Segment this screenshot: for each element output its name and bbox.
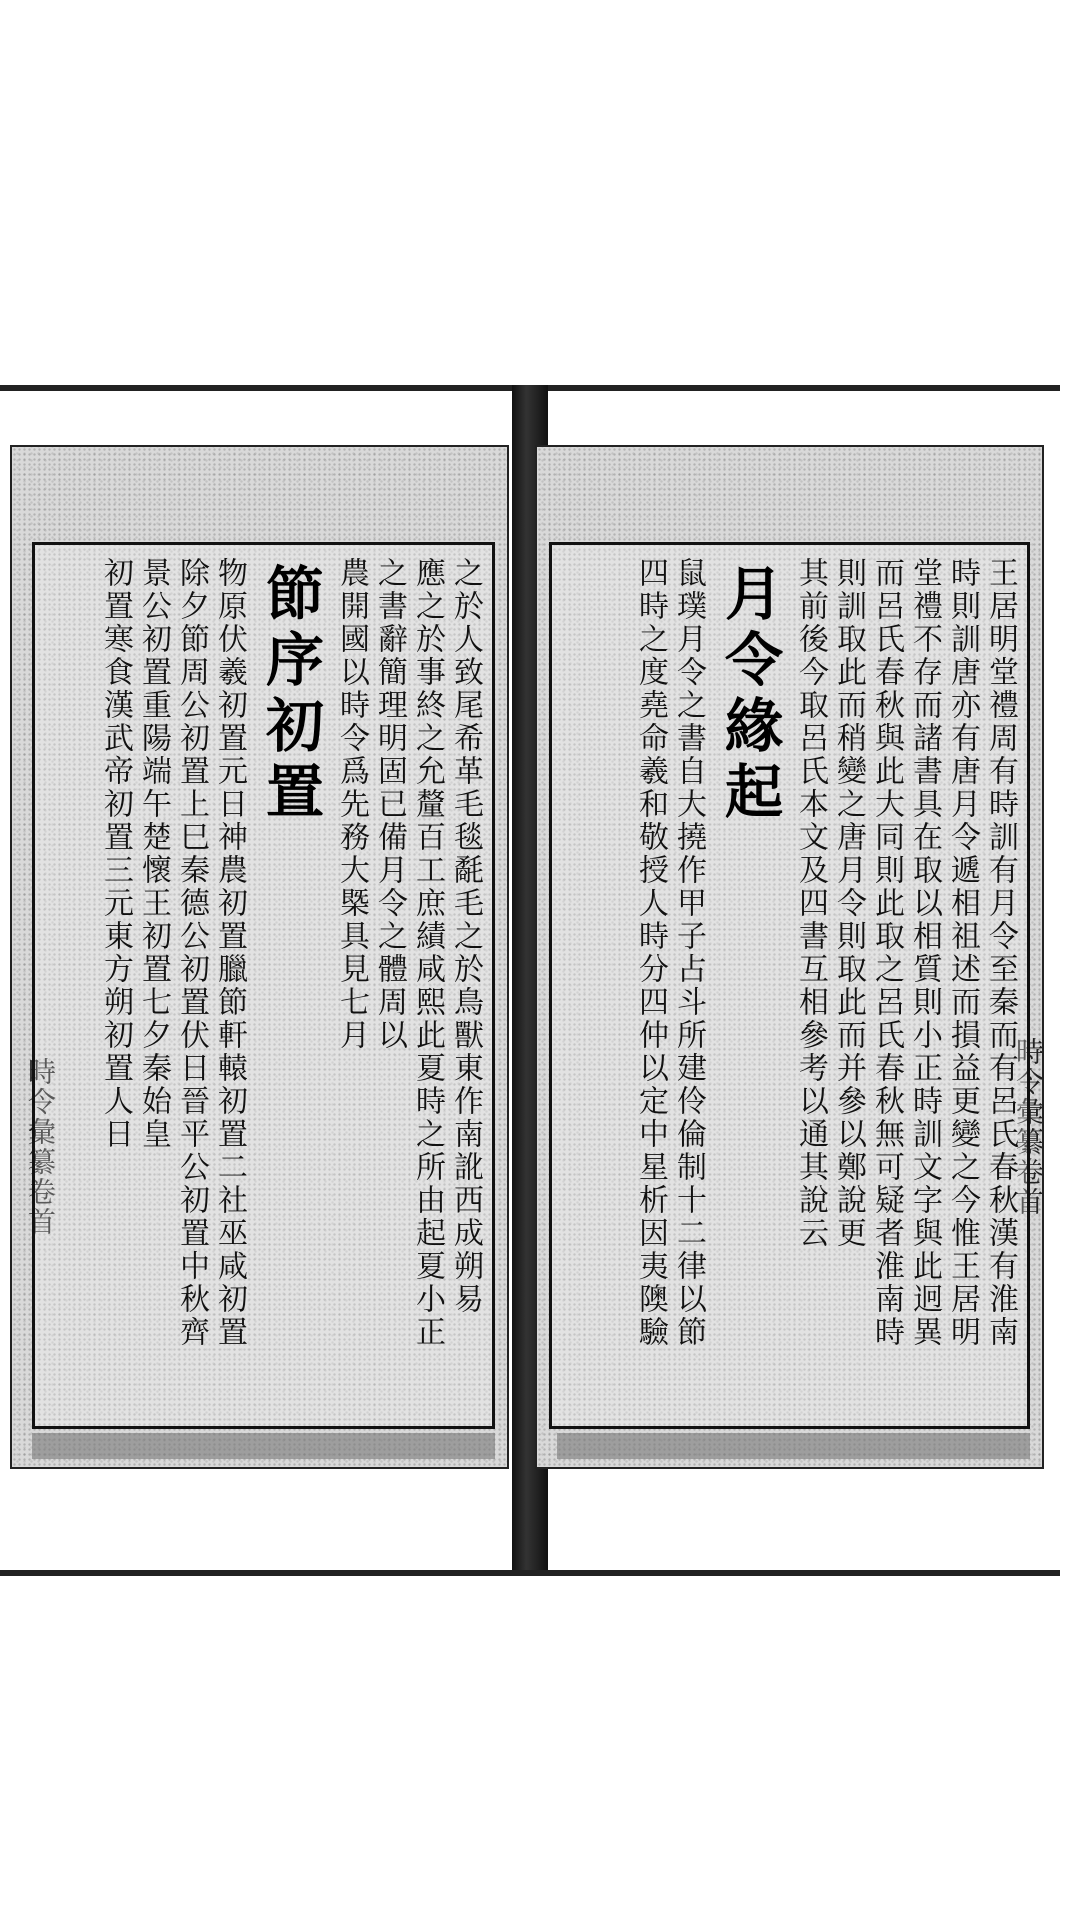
right-column-7: 鼠璞月令之書自大撓作甲子占斗所建伶倫制十二律以節 bbox=[671, 557, 706, 1349]
right-page bbox=[535, 445, 1044, 1469]
left-page-frame bbox=[32, 542, 495, 1429]
right-column-3: 堂禮不存而諸書具在取以相質則小正時訓文字與此迥異 bbox=[907, 557, 942, 1349]
right-text-area bbox=[560, 557, 1019, 1416]
right-column-8: 四時之度堯命羲和敬授人時分四仲以定中星析因夷隩驗 bbox=[633, 557, 668, 1349]
right-column-2: 時則訓唐亦有唐月令遞相祖述而損益更變之今惟王居明 bbox=[945, 557, 980, 1349]
left-column-5: 物原伏羲初置元日神農初置臘節軒轅初置二社巫咸初置 bbox=[212, 557, 247, 1349]
bottom-rule bbox=[0, 1570, 1060, 1576]
right-margin-label: 時令彙纂卷首 bbox=[1012, 1037, 1045, 1217]
right-page-shadow bbox=[557, 1433, 1030, 1459]
right-column-6: 其前後今取呂氏本文及四書互相參考以通其說云 bbox=[793, 557, 828, 1250]
right-column-1: 王居明堂禮周有時訓有月令至秦而有呂氏春秋漢有淮南 bbox=[983, 557, 1018, 1349]
left-page bbox=[10, 445, 509, 1469]
right-column-4: 而呂氏春秋與此大同則此取之呂氏春秋無可疑者淮南時 bbox=[869, 557, 904, 1349]
left-page-shadow bbox=[32, 1433, 495, 1459]
left-column-4: 農開國以時令爲先務大槩具見七月 bbox=[334, 557, 369, 1052]
left-page-title: 節序初置 bbox=[256, 563, 324, 827]
left-text-area bbox=[43, 557, 484, 1416]
right-page-frame bbox=[549, 542, 1030, 1429]
left-column-6: 除夕節周公初置上巳秦德公初置伏日晉平公初置中秋齊 bbox=[174, 557, 209, 1349]
left-column-3: 之書辭簡理明固已備月令之體周以 bbox=[372, 557, 407, 1052]
left-column-1: 之於人致尾希革毛毯氄毛之於鳥獸東作南訛西成朔易 bbox=[448, 557, 483, 1316]
left-column-2: 應之於事終之允釐百工庶績咸熙此夏時之所由起夏小正 bbox=[410, 557, 445, 1349]
scanned-book-spread bbox=[0, 385, 1080, 1595]
right-page-title: 月令緣起 bbox=[715, 563, 783, 827]
right-column-5: 則訓取此而稍變之唐月令則取此而并參以鄭說更 bbox=[831, 557, 866, 1250]
left-column-7: 景公初置重陽端午楚懷王初置七夕秦始皇 bbox=[136, 557, 171, 1151]
left-column-8: 初置寒食漢武帝初置三元東方朔初置人日 bbox=[98, 557, 133, 1151]
left-margin-label: 時令彙纂卷首 bbox=[24, 1057, 57, 1237]
